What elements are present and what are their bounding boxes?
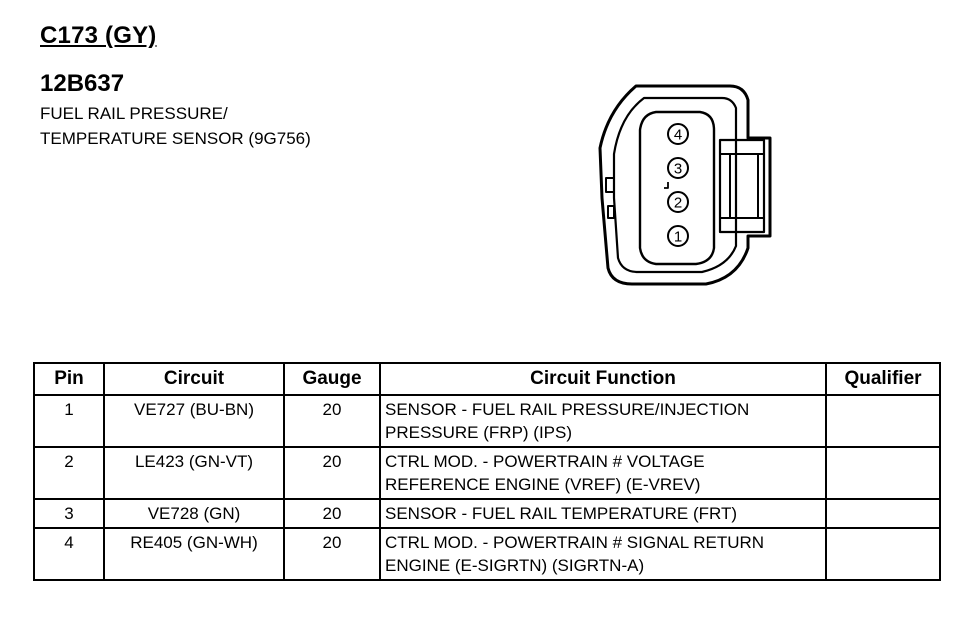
function-line: SENSOR - FUEL RAIL PRESSURE/INJECTION xyxy=(385,400,750,419)
gauge-cell: 20 xyxy=(284,528,380,580)
function-cell xyxy=(380,447,826,499)
connector-id-title: C173 (GY) xyxy=(40,22,157,49)
gauge-cell: 20 xyxy=(284,395,380,447)
pin-cell: 1 xyxy=(34,395,104,447)
pin-3-marker xyxy=(668,158,688,178)
table-row xyxy=(34,528,940,580)
qualifier-cell xyxy=(826,447,940,499)
header-gauge: Gauge xyxy=(284,363,380,395)
function-cell xyxy=(380,528,826,580)
pin-4-label: 4 xyxy=(673,126,683,144)
component-description-line: FUEL RAIL PRESSURE/ xyxy=(40,104,228,123)
header-qualifier: Qualifier xyxy=(826,363,940,395)
gauge-cell: 20 xyxy=(284,499,380,528)
function-line: REFERENCE ENGINE (VREF) (E-VREV) xyxy=(385,475,701,494)
key-mark xyxy=(664,182,668,188)
table-row xyxy=(34,499,940,528)
connector-face-diagram xyxy=(598,78,778,288)
component-description-line: TEMPERATURE SENSOR (9G756) xyxy=(40,129,311,148)
pin-2-marker xyxy=(668,192,688,212)
table-row xyxy=(34,395,940,447)
part-number: 12B637 xyxy=(40,70,125,97)
gauge-cell: 20 xyxy=(284,447,380,499)
table-header-row xyxy=(34,363,940,395)
function-line: CTRL MOD. - POWERTRAIN # VOLTAGE xyxy=(385,452,705,471)
circuit-cell: VE728 (GN) xyxy=(104,499,284,528)
pin-4-marker xyxy=(668,124,688,144)
component-description xyxy=(40,101,311,151)
pin-cell: 4 xyxy=(34,528,104,580)
header-circuit: Circuit xyxy=(104,363,284,395)
header-circuit-function: Circuit Function xyxy=(380,363,826,395)
qualifier-cell xyxy=(826,528,940,580)
function-line: ENGINE (E-SIGRTN) (SIGRTN-A) xyxy=(385,556,645,575)
qualifier-cell xyxy=(826,499,940,528)
function-cell xyxy=(380,499,826,528)
pin-1-label: 1 xyxy=(673,228,683,246)
pinout-table xyxy=(33,362,941,581)
circuit-cell: LE423 (GN-VT) xyxy=(104,447,284,499)
header-pin: Pin xyxy=(34,363,104,395)
latch-inner xyxy=(730,154,758,218)
qualifier-cell xyxy=(826,395,940,447)
left-tab-lower xyxy=(608,206,614,218)
pin-cell: 2 xyxy=(34,447,104,499)
function-cell xyxy=(380,395,826,447)
pin-cell: 3 xyxy=(34,499,104,528)
connector-housing-outline xyxy=(600,86,770,284)
left-tab-upper xyxy=(606,178,614,192)
pin-2-label: 2 xyxy=(673,194,683,212)
function-line: PRESSURE (FRP) (IPS) xyxy=(385,423,573,442)
pin-1-marker xyxy=(668,226,688,246)
function-line: CTRL MOD. - POWERTRAIN # SIGNAL RETURN xyxy=(385,533,765,552)
pin-3-label: 3 xyxy=(673,160,683,178)
circuit-cell: VE727 (BU-BN) xyxy=(104,395,284,447)
circuit-cell: RE405 (GN-WH) xyxy=(104,528,284,580)
table-row xyxy=(34,447,940,499)
function-line: SENSOR - FUEL RAIL TEMPERATURE (FRT) xyxy=(385,504,738,523)
